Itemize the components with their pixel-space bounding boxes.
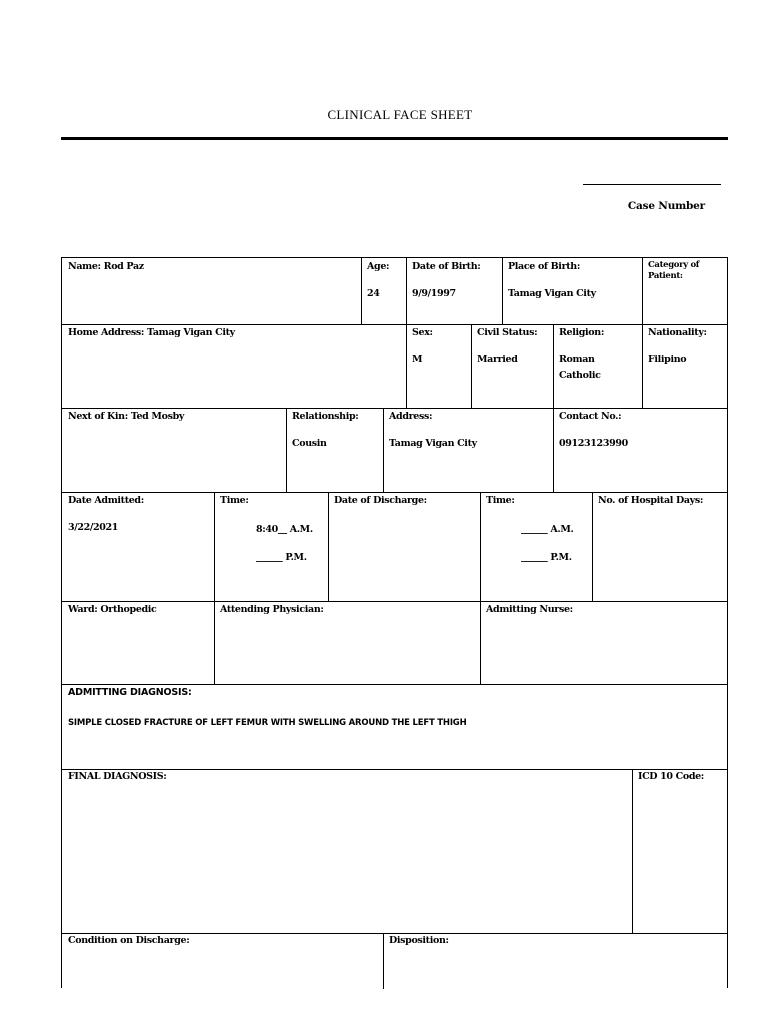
- civil-status-label: Civil Status:: [477, 327, 538, 338]
- next-of-kin: Next of Kin: Ted Mosby: [68, 411, 185, 422]
- kin-address-value[interactable]: Tamag Vigan City: [389, 438, 477, 449]
- row-divider: [62, 684, 727, 685]
- admitting-diagnosis-label: ADMITTING DIAGNOSIS:: [68, 687, 192, 698]
- col-divider: [214, 601, 215, 684]
- col-divider: [383, 933, 384, 989]
- col-divider: [286, 408, 287, 492]
- admit-time-am[interactable]: 8:40__ A.M.: [256, 524, 313, 535]
- nationality-label: Nationality:: [648, 327, 707, 338]
- row-divider: [62, 324, 727, 325]
- face-sheet-table: [61, 257, 728, 988]
- contact-label: Contact No.:: [559, 411, 622, 422]
- col-divider: [642, 258, 643, 324]
- discharge-time-am[interactable]: ______ A.M.: [521, 524, 574, 535]
- pob-value[interactable]: Tamag Vigan City: [508, 288, 596, 299]
- col-divider: [406, 324, 407, 408]
- age-value[interactable]: 24: [367, 288, 380, 299]
- sex-label: Sex:: [412, 327, 433, 338]
- row-divider: [62, 601, 727, 602]
- admitting-diagnosis-text[interactable]: SIMPLE CLOSED FRACTURE OF LEFT FEMUR WITH SWELLING AROUND THE LEFT THIGH: [68, 718, 467, 728]
- condition-discharge-label: Condition on Discharge:: [68, 935, 190, 946]
- row-divider: [62, 933, 727, 934]
- col-divider: [553, 408, 554, 492]
- date-admitted-value[interactable]: 3/22/2021: [68, 522, 119, 533]
- contact-value[interactable]: 09123123990: [559, 438, 628, 449]
- nationality-value[interactable]: Filipino: [648, 354, 687, 365]
- ward-label: Ward: Orthopedic: [68, 604, 157, 615]
- final-diagnosis-label: FINAL DIAGNOSIS:: [68, 771, 167, 782]
- col-divider: [471, 324, 472, 408]
- dob-label: Date of Birth:: [412, 261, 481, 272]
- row-divider: [62, 408, 727, 409]
- col-divider: [480, 492, 481, 601]
- relationship-value[interactable]: Cousin: [292, 438, 327, 449]
- religion-value-line1[interactable]: Roman: [559, 354, 595, 365]
- patient-name: Name: Rod Paz: [68, 261, 144, 272]
- religion-label: Religion:: [559, 327, 605, 338]
- title-divider: [61, 137, 728, 140]
- icd-code-label: ICD 10 Code:: [638, 771, 704, 782]
- hospital-days-label: No. of Hospital Days:: [598, 495, 703, 506]
- row-divider: [62, 492, 727, 493]
- disposition-label: Disposition:: [389, 935, 449, 946]
- religion-value-line2[interactable]: Catholic: [559, 370, 601, 381]
- attending-physician-label: Attending Physician:: [220, 604, 324, 615]
- admitting-nurse-label: Admitting Nurse:: [486, 604, 573, 615]
- relationship-label: Relationship:: [292, 411, 359, 422]
- page-title: CLINICAL FACE SHEET: [327, 107, 473, 122]
- col-divider: [214, 492, 215, 601]
- col-divider: [553, 324, 554, 408]
- col-divider: [406, 258, 407, 324]
- col-divider: [480, 601, 481, 684]
- age-label: Age:: [367, 261, 390, 272]
- col-divider: [502, 258, 503, 324]
- date-discharge-label: Date of Discharge:: [334, 495, 427, 506]
- case-number-label: Case Number: [627, 200, 705, 212]
- col-divider: [361, 258, 362, 324]
- col-divider: [642, 324, 643, 408]
- col-divider: [592, 492, 593, 601]
- date-admitted-label: Date Admitted:: [68, 495, 144, 506]
- col-divider: [632, 769, 633, 933]
- admit-time-label: Time:: [220, 495, 249, 506]
- home-address: Home Address: Tamag Vigan City: [68, 327, 235, 338]
- kin-address-label: Address:: [389, 411, 433, 422]
- col-divider: [328, 492, 329, 601]
- case-number-field[interactable]: [583, 184, 721, 185]
- civil-status-value[interactable]: Married: [477, 354, 518, 365]
- dob-value[interactable]: 9/9/1997: [412, 288, 456, 299]
- row-divider: [62, 769, 727, 770]
- col-divider: [383, 408, 384, 492]
- sex-value[interactable]: M: [412, 354, 423, 365]
- discharge-time-label: Time:: [486, 495, 515, 506]
- discharge-time-pm[interactable]: ______ P.M.: [521, 552, 572, 563]
- category-label: Category of Patient:: [648, 260, 700, 281]
- admit-time-pm[interactable]: ______ P.M.: [256, 552, 307, 563]
- pob-label: Place of Birth:: [508, 261, 580, 272]
